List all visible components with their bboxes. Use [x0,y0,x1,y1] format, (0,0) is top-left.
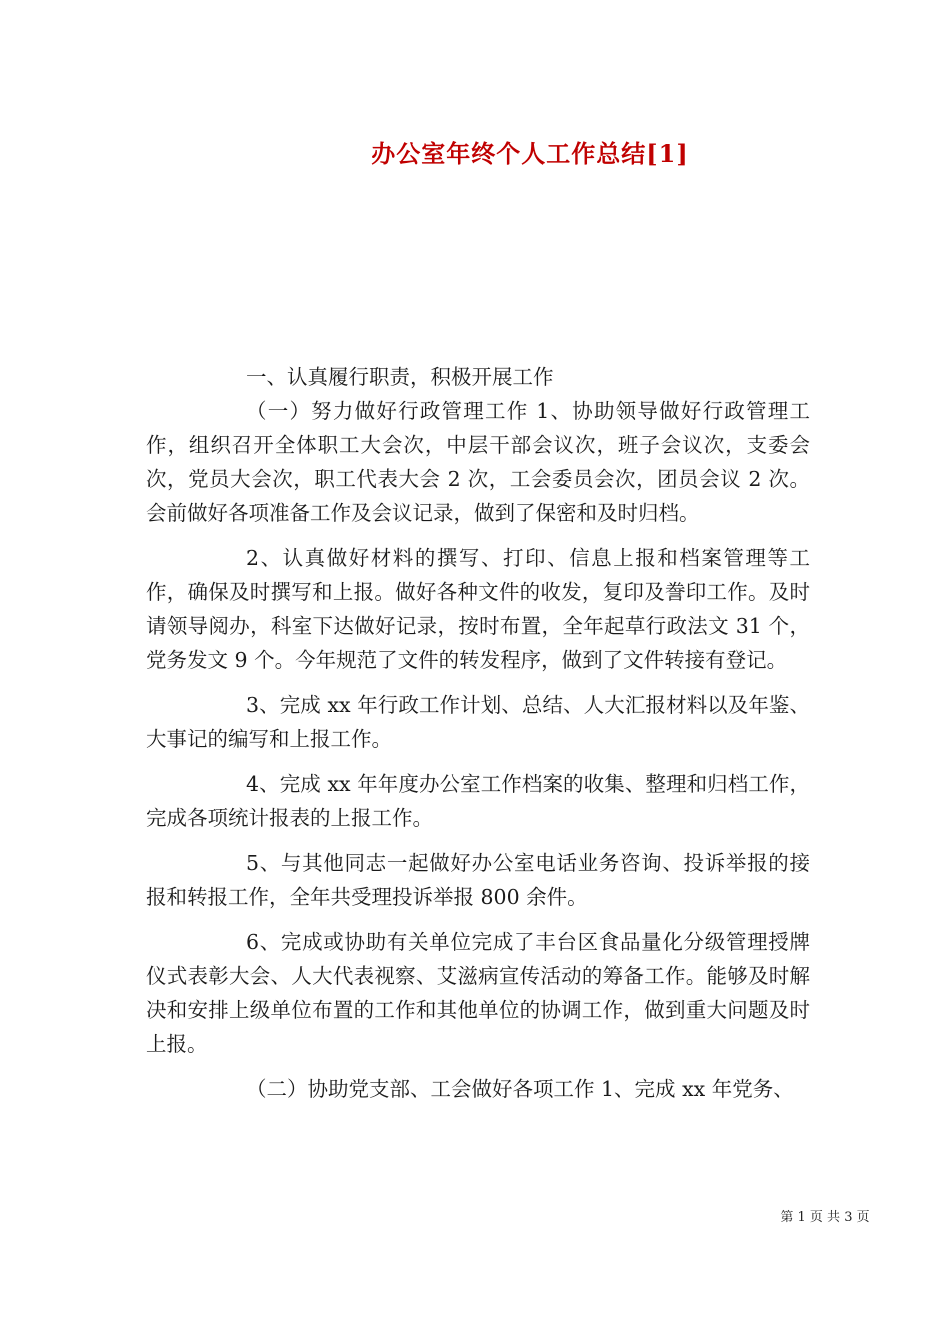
document-body [146,360,810,1106]
paragraph-6: 6、完成或协助有关单位完成了丰台区食品量化分级管理授牌仪式表彰大会、人大代表视察、艾滋病宣传活动的筹备工作。能够及时解决和安排上级单位布置的工作和其他单位的协调工作，做到重大问题及时上报。 [146,930,810,1056]
section-heading-1: 一、认真履行职责，积极开展工作 [246,365,554,389]
paragraph-5: 5、与其他同志一起做好办公室电话业务咨询、投诉举报的接报和转报工作，全年共受理投诉举报 800 余件。 [146,851,810,909]
paragraph-4: 4、完成 xx 年年度办公室工作档案的收集、整理和归档工作，完成各项统计报表的上报工作。 [146,772,810,830]
page-footer [0,1206,950,1225]
paragraph-1: （一）努力做好行政管理工作 1、协助领导做好行政管理工作，组织召开全体职工大会次，中层干部会议次，班子会议次，支委会次，党员大会次，职工代表大会 2 次，工会委员会次，团员会议 2 次。会前做好各项准备工作及会议记录，做到了保密和及时归档。 [146,399,810,525]
document-title: 办公室年终个人工作总结[1] [371,139,689,168]
page-number: 第 1 页 共 3 页 [780,1210,870,1225]
paragraph-7: （二）协助党支部、工会做好各项工作 1、完成 xx 年党务、 [246,1077,794,1101]
paragraph-3: 3、完成 xx 年行政工作计划、总结、人大汇报材料以及年鉴、大事记的编写和上报工作。 [146,693,810,751]
paragraph-2: 2、认真做好材料的撰写、打印、信息上报和档案管理等工作，确保及时撰写和上报。做好各种文件的收发，复印及誊印工作。及时请领导阅办，科室下达做好记录，按时布置，全年起草行政法文 31 个，党务发文 9 个。今年规范了文件的转发程序，做到了文件转接有登记。 [146,546,810,672]
